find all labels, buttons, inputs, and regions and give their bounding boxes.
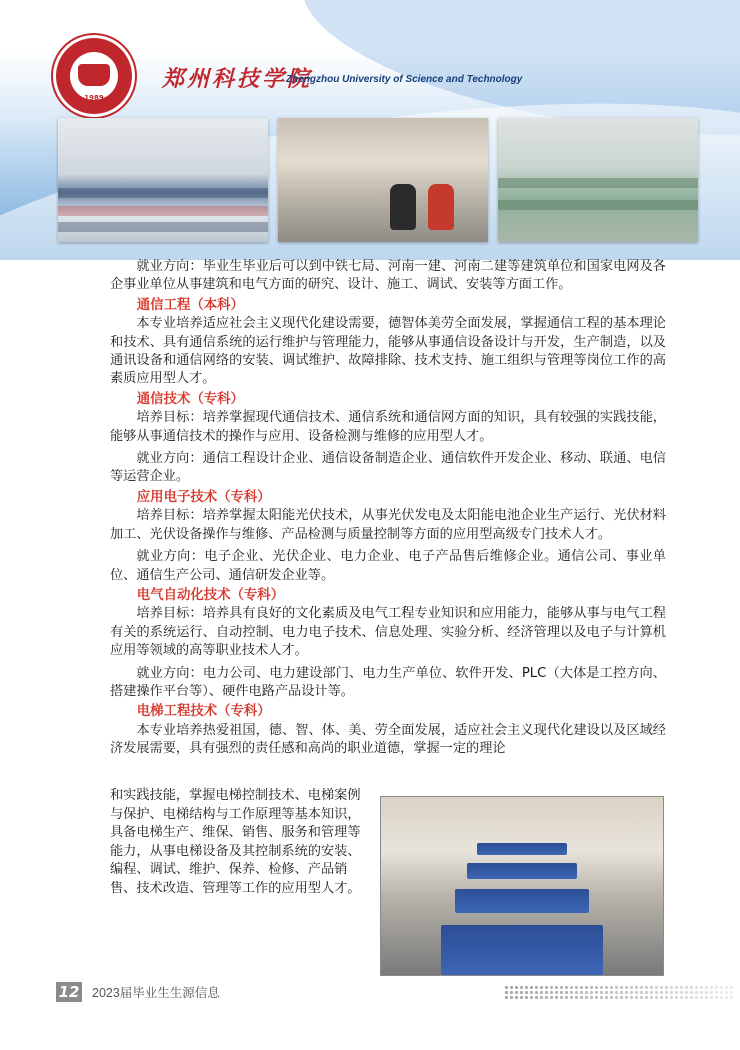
header-banner (0, 0, 740, 260)
footer-dot-pattern-decoration (504, 985, 734, 999)
classroom-computers-photo (58, 118, 268, 242)
major-heading-communication-engineering: 通信工程（本科） (136, 297, 244, 313)
major-heading-applied-electronics: 应用电子技术（专科） (136, 489, 271, 505)
major-description-paragraph: 本专业培养热爱祖国，德、智、体、美、劳全面发展，适应社会主义现代化建设以及区域经济发展需要，具有强烈的责任感和高尚的职业道德，掌握一定的理论 (110, 722, 666, 757)
robot-lab-photo (278, 118, 488, 242)
logo-gear-icon (78, 64, 110, 86)
employment-direction-paragraph: 就业方向：毕业生毕业后可以到中铁七局、河南一建、河南二建等建筑单位和国家电网及各企事业单位从事建筑和电气方面的研究、设计、施工、调试、安装等方面工作。 (110, 259, 666, 293)
school-name-english: Zhengzhou University of Science and Technology (286, 74, 523, 85)
employment-direction-paragraph: 就业方向：电力公司、电力建设部门、电力生产单位、软件开发、PLC（大体是工控方向、搭建操作平台等）、硬件电路产品设计等。 (110, 665, 666, 699)
major-heading-electrical-automation: 电气自动化技术（专科） (136, 587, 285, 603)
training-goal-paragraph: 培养目标：培养掌握太阳能光伏技术，从事光伏发电及太阳能电池企业生产运行、光伏材料加工、光伏设备操作与维修、产品检测与质量控制等方面的应用型高级专门技术人才。 (110, 508, 666, 542)
major-description-paragraph: 本专业培养适应社会主义现代化建设需要，德智体美劳全面发展，掌握通信工程的基本理论和技术、具有通信系统的运行维护与管理能力，能够从事通信设备设计与开发，生产制造，以及通讯设备和通信网络的安装、调试维护、故障排除、技术支持、施工组织与管理等岗位工作的高素质应用型人才。 (110, 316, 666, 387)
elevator-lab-photo (380, 796, 664, 976)
training-goal-paragraph: 培养目标：培养具有良好的文化素质及电气工程专业知识和应用能力，能够从事与电气工程有关的系统运行、自动控制、电力电子技术、信息处理、实验分析、经济管理以及电子与计算机应用等领域的高等职业技术人才。 (110, 606, 666, 659)
elevator-description-continued: 和实践技能，掌握电梯控制技术、电梯案例与保护、电梯结构与工作原理等基本知识，具备电梯生产、维保、销售、服务和管理等能力，从事电梯设备及其控制系统的安装、编程、调试、维护、保养、检修、产品销售、技术改造、管理等工作的应用型人才。 (110, 788, 361, 896)
major-heading-communication-technology: 通信技术（专科） (136, 391, 244, 407)
employment-direction-paragraph: 就业方向：电子企业、光伏企业、电力企业、电子产品售后维修企业。通信公司、事业单位、通信生产公司、通信研发企业等。 (110, 549, 666, 583)
employment-direction-paragraph: 就业方向：通信工程设计企业、通信设备制造企业、通信软件开发企业、移动、联通、电信等运营企业。 (110, 451, 666, 485)
page-footer (56, 982, 686, 1008)
main-content (110, 258, 666, 759)
school-logo (56, 38, 132, 114)
footer-title: 2023届毕业生生源信息 (92, 986, 220, 1000)
school-name-chinese: 郑州科技学院 (162, 66, 313, 92)
electrical-training-room-photo (498, 118, 698, 242)
page-number: 12 (56, 982, 82, 1002)
training-goal-paragraph: 培养目标：培养掌握现代通信技术、通信系统和通信网方面的知识，具有较强的实践技能，能够从事通信技术的操作与应用、设备检测与维修的应用型人才。 (110, 410, 666, 444)
logo-year: 1989 (84, 94, 104, 102)
major-heading-elevator-engineering: 电梯工程技术（专科） (136, 704, 271, 720)
